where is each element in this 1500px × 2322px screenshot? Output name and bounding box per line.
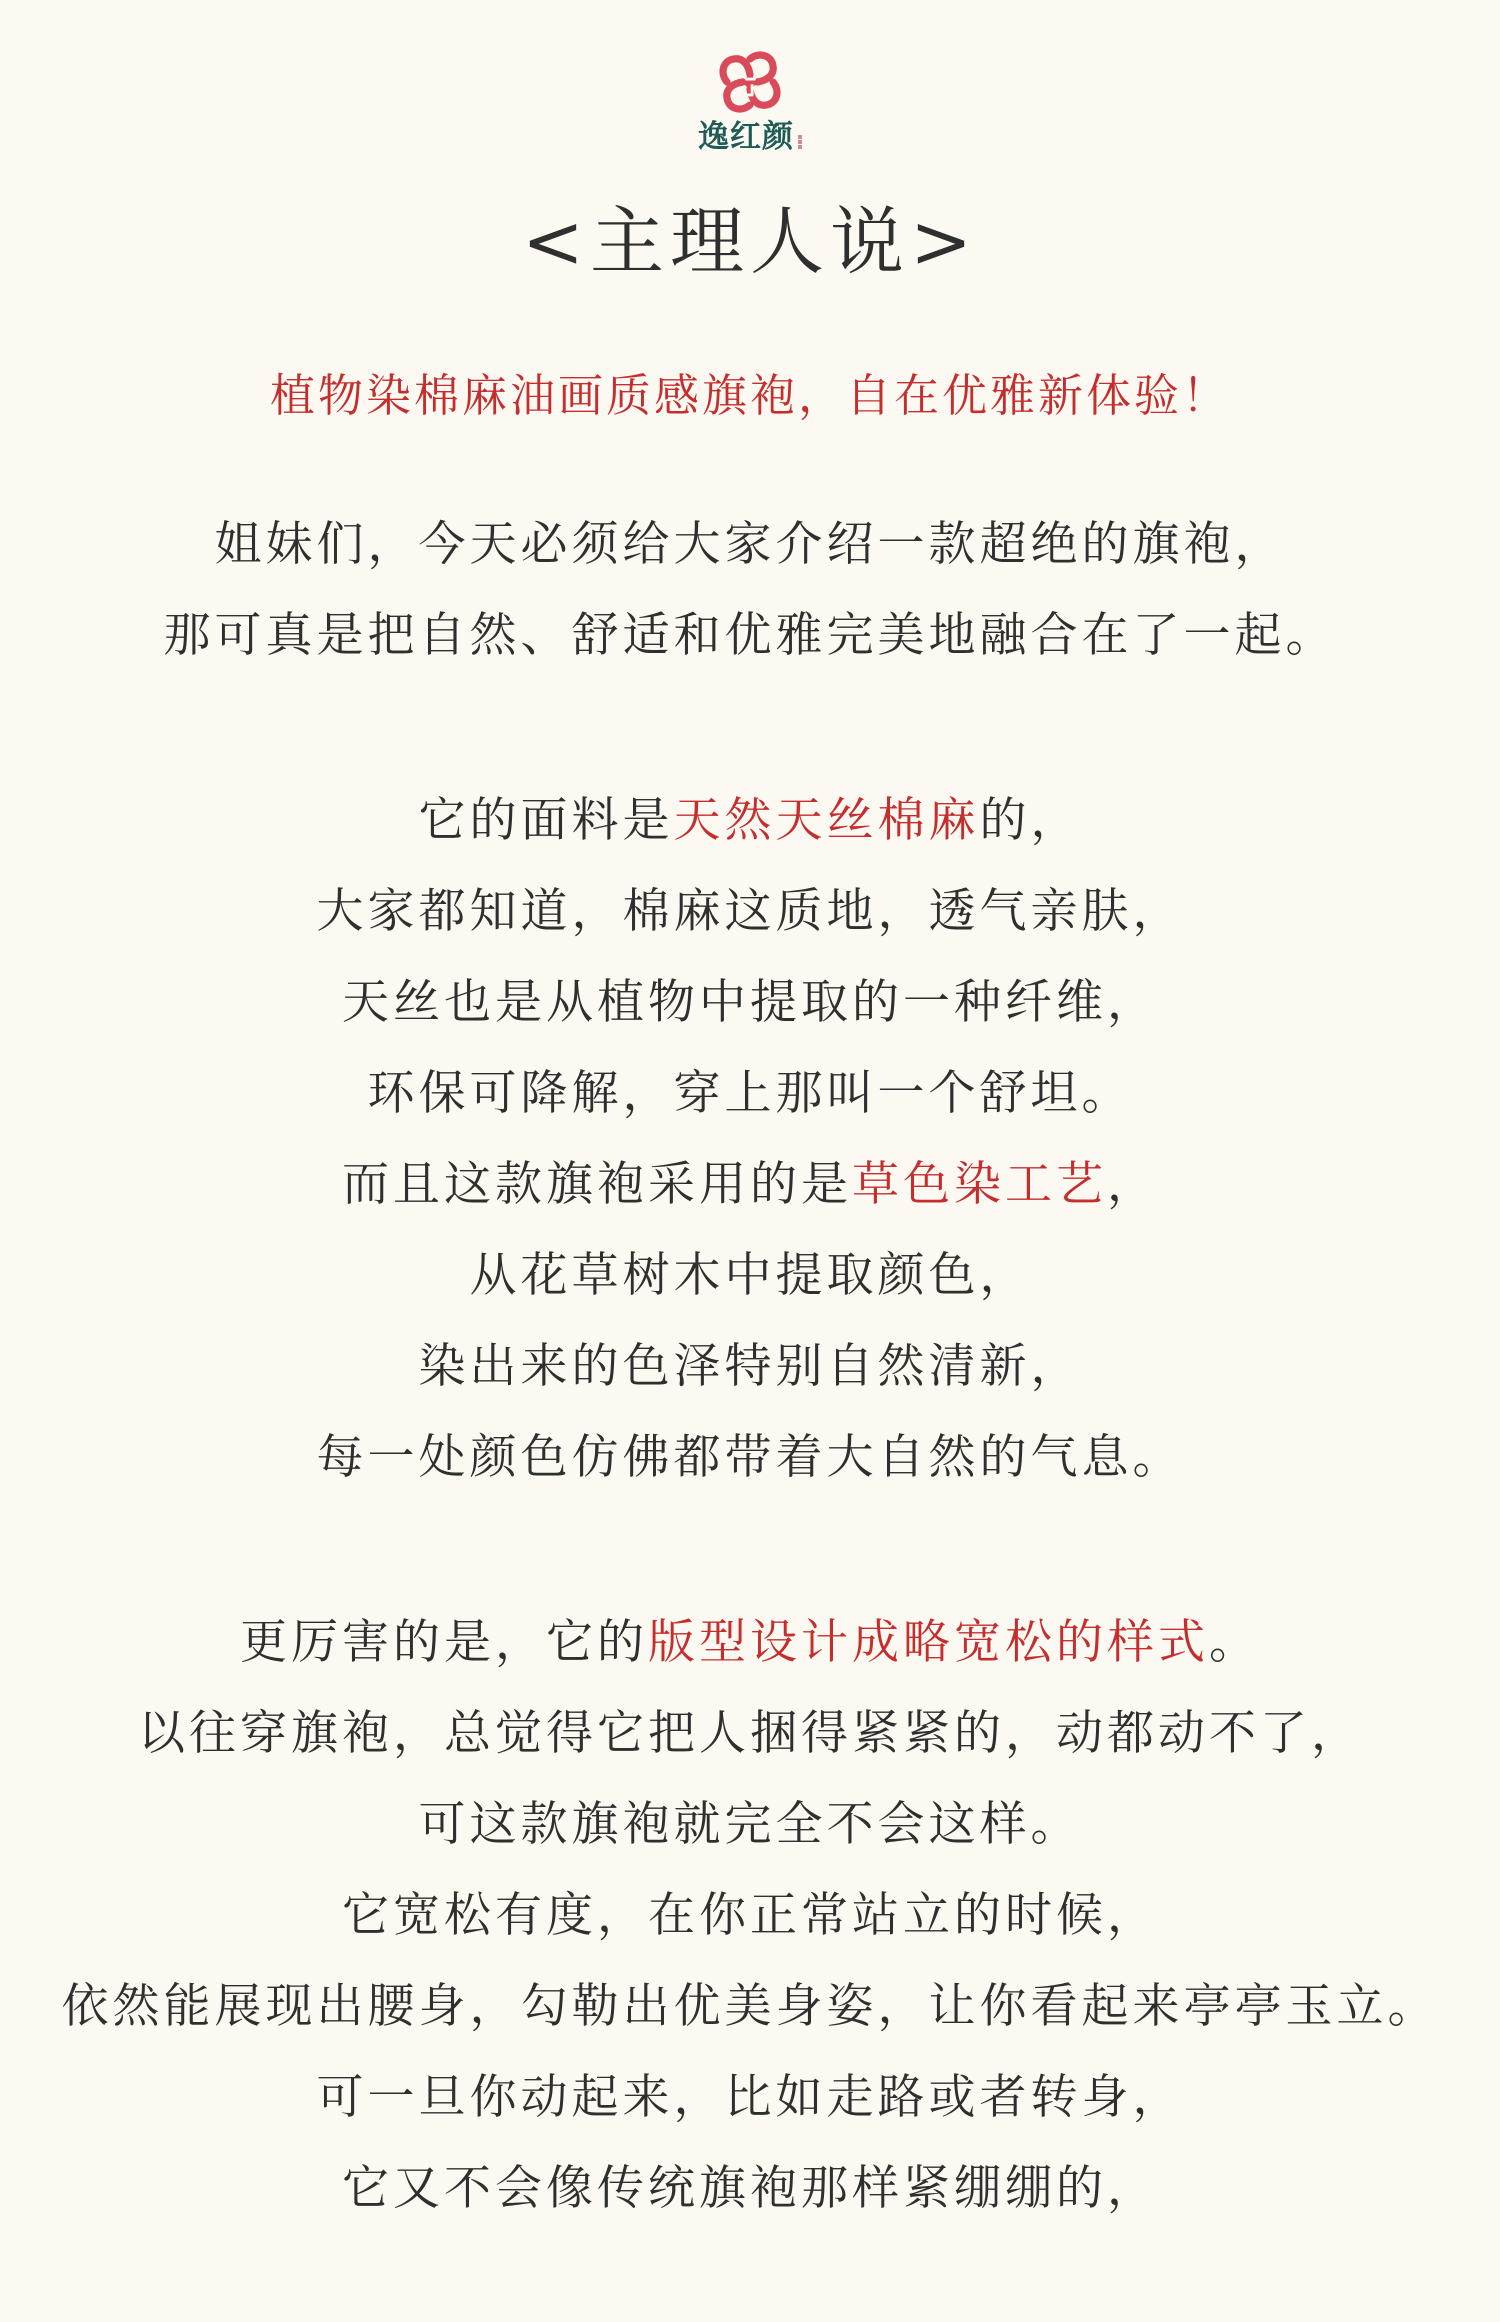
paragraph-line [0,1597,1500,1688]
line-text: 它又不会像传统旗袍那样紧绷绷的， [342,2161,1158,2216]
line-text: 姐妹们，今天必须给大家介绍一款超绝的旗袍， [214,517,1286,572]
brand-wordmark [698,119,802,155]
line-text: 它宽松有度，在你正常站立的时候， [342,1888,1158,1943]
paragraph-line [0,499,1500,590]
line-text: 可这款旗袍就完全不会这样。 [418,1797,1082,1852]
line-text: 那可真是把自然、舒适和优雅完美地融合在了一起。 [163,608,1337,663]
paragraph-block [0,1597,1500,2234]
paragraph-line [0,2143,1500,2234]
page-title: <主理人说> [521,199,978,285]
line-text: 天丝也是从植物中提取的一种纤维， [342,975,1158,1030]
line-text: 它的面料是 [418,793,674,848]
brand-name: 逸红颜 [698,119,794,155]
brand-mini-mark [798,145,802,149]
paragraph-line [0,1048,1500,1139]
line-text: 而且这款旗袍采用的是 [342,1157,852,1212]
headline: 植物染棉麻油画质感旗袍，自在优雅新体验！ [269,369,1230,422]
line-text-after: 。 [1209,1615,1260,1670]
line-text: 环保可降解，穿上那叫一个舒坦。 [367,1066,1133,1121]
paragraph-line [0,1870,1500,1961]
brand-logo [680,46,820,153]
paragraph-line [0,1230,1500,1321]
brand-mini-mark [798,140,802,144]
flower-knot-logo-icon [714,46,786,118]
paragraph-line [0,1321,1500,1412]
brand-mini-marks [798,135,802,149]
line-text: 更厉害的是，它的 [240,1615,648,1670]
line-text-after: ， [1107,1157,1158,1212]
paragraph-line [0,2052,1500,2143]
paragraph-line [0,775,1500,866]
paragraph-line [0,866,1500,957]
line-text: 染出来的色泽特别自然清新， [418,1339,1082,1394]
paragraph-block [0,499,1500,681]
line-text: 每一处颜色仿佛都带着大自然的气息。 [316,1430,1184,1485]
line-highlight: 版型设计成略宽松的样式 [648,1615,1209,1670]
line-text: 依然能展现出腰身，勾勒出优美身姿，让你看起来亭亭玉立。 [61,1979,1439,2034]
paragraph-line [0,1412,1500,1503]
line-text-after: 的， [979,793,1082,848]
paragraph-line [0,1961,1500,2052]
line-text: 可一旦你动起来，比如走路或者转身， [316,2070,1184,2125]
paragraph-line [0,1779,1500,1870]
paragraph-line [0,1139,1500,1230]
line-highlight: 草色染工艺 [852,1157,1107,1212]
brand-mini-mark [798,135,802,139]
paragraph-line [0,590,1500,681]
paragraph-line [0,957,1500,1048]
line-text: 以往穿旗袍，总觉得它把人捆得紧紧的，动都动不了， [138,1706,1362,1761]
paragraph-block [0,775,1500,1503]
paragraph-line [0,1688,1500,1779]
line-text: 大家都知道，棉麻这质地，透气亲肤， [316,884,1184,939]
line-text: 从花草树木中提取颜色， [469,1248,1031,1303]
line-highlight: 天然天丝棉麻 [673,793,980,848]
